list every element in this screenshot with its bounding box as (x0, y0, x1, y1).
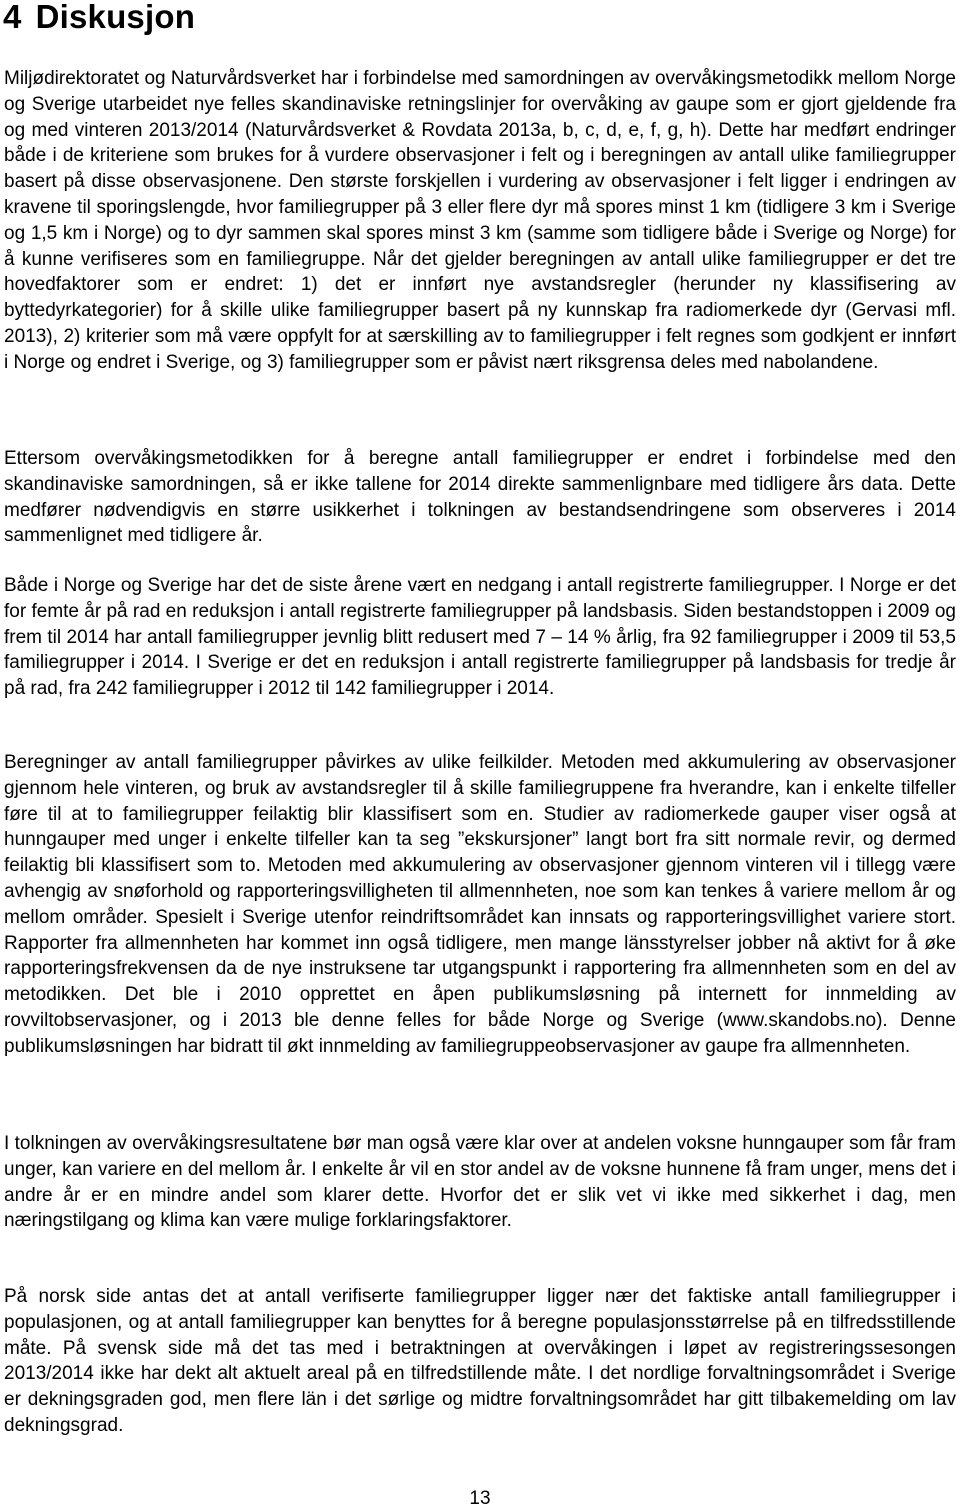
paragraph-4: Beregninger av antall familiegrupper påvirkes av ulike feilkilder. Metoden med akkumulering av observasjoner gjennom hele vinteren, og bruk av avstandsregler til å skille familiegruppene fra hverandre, kan i enkelte tilfeller føre til at to familiegrupper feilaktig blir klassifisert som en. Studier av radiomerkede gauper viser også at hunngauper med unger i enkelte tilfeller kan ta seg ”ekskursjoner” langt bort fra sitt normale revir, og dermed feilaktig bli klassifisert som to. Metoden med akkumulering av observasjoner gjennom vinteren vil i tillegg være avhengig av snøforhold og rapporteringsvilligheten til allmennheten, noe som kan tenkes å variere mellom år og mellom områder. Spesielt i Sverige utenfor reindriftsområdet kan innsats og rapporteringsvillighet variere stort. Rapporter fra allmennheten har kommet inn også tidligere, men mange länsstyrelser jobber nå aktivt for å øke rapporteringsfrekvensen da de nye instruksene tar utgangspunkt i rapportering fra allmennheten som en del av metodikken. Det ble i 2010 opprettet en åpen publikumsløsning på internett for innmelding av rovviltobservasjoner, og i 2013 ble denne felles for både Norge og Sverige (www.skandobs.no). Denne publikumsløsningen har bidratt til økt innmelding av familiegruppeobservasjoner av gaupe fra allmennheten. (4, 752, 956, 1057)
page-number: 13 (469, 1488, 491, 1509)
paragraph-6: På norsk side antas det at antall verifiserte familiegrupper ligger nær det faktiske antall familiegrupper i populasjonen, og at antall familiegrupper kan benyttes for å beregne populasjonsstørrelse på en tilfredsstillende måte. På svensk side må det tas med i betraktningen at overvåkingen i løpet av registreringssesongen 2013/2014 ikke har dekt alt aktuelt areal på en tilfredstillende måte. I det nordlige forvaltningsområdet i Sverige er dekningsgraden god, men flere län i det sørlige og midtre forvaltningsområdet har gitt tilbakemelding om lav dekningsgrad. (4, 1286, 956, 1436)
paragraph-2: Ettersom overvåkingsmetodikken for å beregne antall familiegrupper er endret i forbindelse med den skandinaviske samordningen, så er ikke tallene for 2014 direkte sammenlignbare med tidligere års data. Dette medfører nødvendigvis en større usikkerhet i tolkningen av bestandsendringene som observeres i 2014 sammenlignet med tidligere år. (4, 448, 956, 547)
paragraph-5: I tolkningen av overvåkingsresultatene bør man også være klar over at andelen voksne hunngauper som får fram unger, kan variere en del mellom år. I enkelte år vil en stor andel av de voksne hunnene få fram unger, mens det i andre år er en mindre andel som klarer dette. Hvorfor det er slik vet vi ikke med sikkerhet i dag, men næringstilgang og klima kan være mulige forklaringsfaktorer. (4, 1133, 956, 1232)
section-number: 4 (3, 0, 22, 35)
section-title: Diskusjon (35, 0, 196, 35)
section-heading (3, 0, 195, 39)
paragraph-3: Både i Norge og Sverige har det de siste årene vært en nedgang i antall registrerte familiegrupper. I Norge er det for femte år på rad en reduksjon i antall registrerte familiegrupper på landsbasis. Siden bestandstoppen i 2009 og frem til 2014 har antall familiegrupper jevnlig blitt redusert med 7 – 14 % årlig, fra 92 familiegrupper i 2009 til 53,5 familiegrupper i 2014. I Sverige er det en reduksjon i antall registrerte familiegrupper på landsbasis for tredje år på rad, fra 242 familiegrupper i 2012 til 142 familiegrupper i 2014. (4, 575, 956, 700)
paragraph-1: Miljødirektoratet og Naturvårdsverket har i forbindelse med samordningen av overvåkingsmetodikk mellom Norge og Sverige utarbeidet nye felles skandinaviske retningslinjer for overvåking av gaupe som er gjort gjeldende fra og med vinteren 2013/2014 (Naturvårdsverket & Rovdata 2013a, b, c, d, e, f, g, h). Dette har medført endringer både i de kriteriene som brukes for å vurdere observasjoner i felt og i beregningen av antall ulike familiegrupper basert på disse observasjonene. Den største forskjellen i vurdering av observasjoner i felt ligger i endringen av kravene til sporingslengde, hvor familiegrupper på 3 eller flere dyr må spores minst 1 km (tidligere 3 km i Sverige og 1,5 km i Norge) og to dyr sammen skal spores minst 3 km (samme som tidligere både i Sverige og Norge) for å kunne verifiseres som en familiegruppe. Når det gjelder beregningen av antall ulike familiegrupper er det tre hovedfaktorer som er endret: 1) det er innført nye avstandsregler (herunder ny klassifisering av byttedyrkategorier) for å skille ulike familiegrupper basert på ny kunnskap fra radiomerkede dyr (Gervasi mfl. 2013), 2) kriterier som må være oppfylt for at særskilling av to familiegrupper i felt regnes som godkjent er innført i Norge og endret i Sverige, og 3) familiegrupper som er påvist nært riksgrensa deles med nabolandene. (4, 68, 956, 373)
